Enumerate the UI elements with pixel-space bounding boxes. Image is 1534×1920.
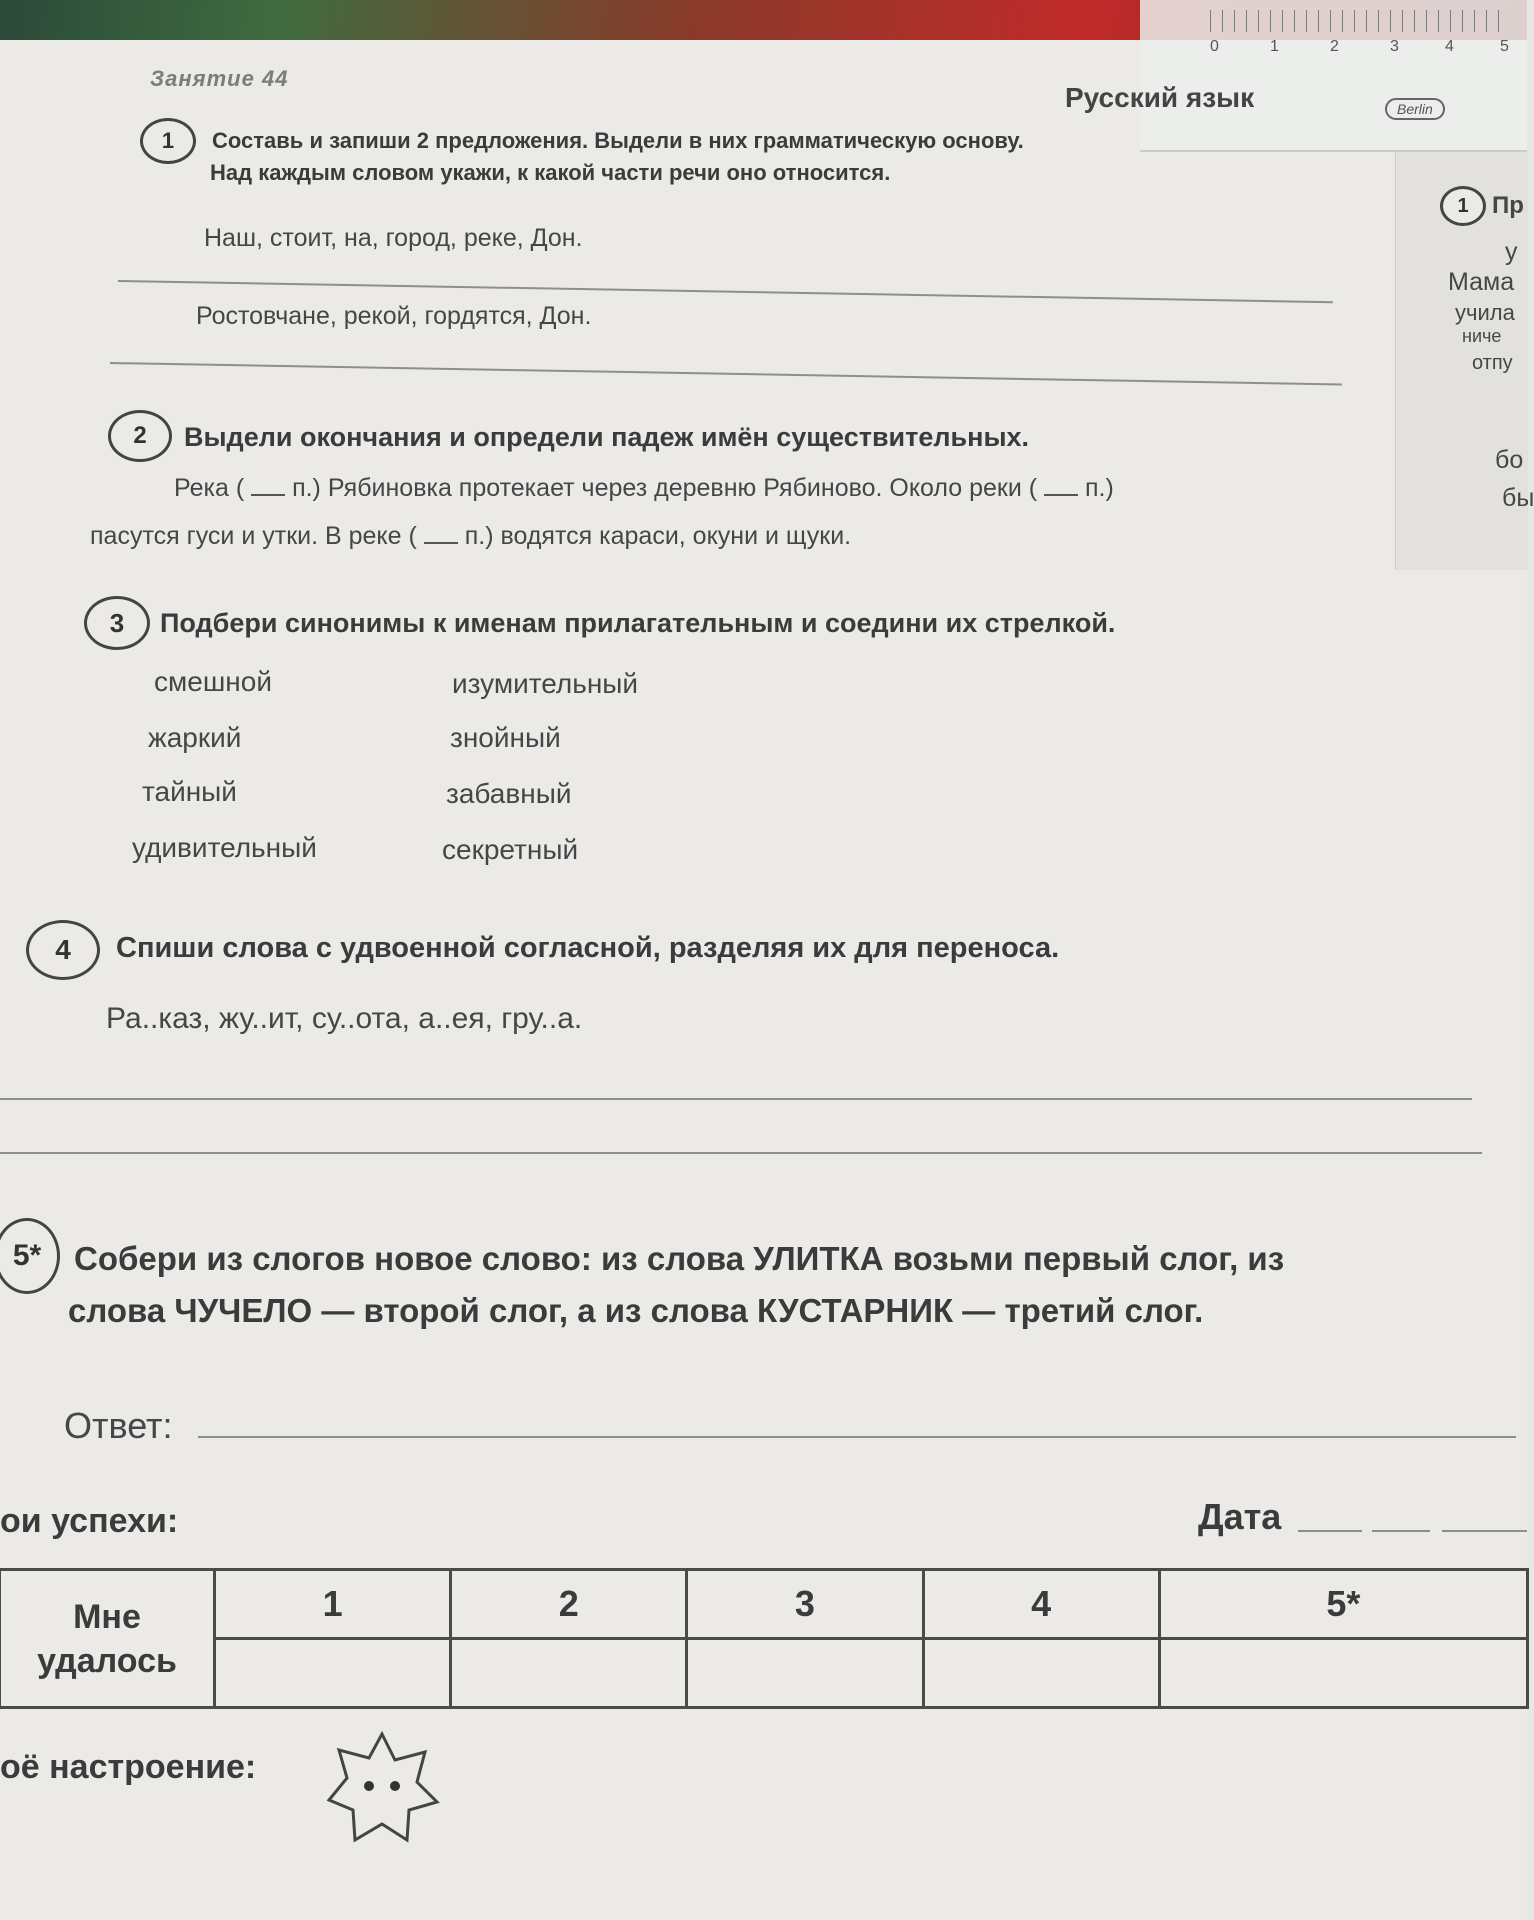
date-label: Дата [1198,1496,1282,1537]
date-day-field[interactable] [1298,1530,1362,1532]
side-text: Пр [1492,192,1524,219]
column-header: 3 [687,1570,923,1639]
progress-table [0,1568,1529,1709]
side-text: ниче [1462,326,1502,346]
adjective-left[interactable]: тайный [142,776,237,807]
task-2-text: п.) [1085,474,1114,502]
task-5-title: слова ЧУЧЕЛО — второй слог, а из слова КУСТАРНИК — третий слог. [68,1292,1204,1329]
task-number-icon: 5* [0,1218,60,1294]
side-text: Мама [1448,268,1515,296]
answer-line[interactable] [0,1152,1482,1154]
progress-title: ои успехи: [0,1502,179,1540]
subject-title: Русский язык [1065,82,1255,113]
ruler [1140,0,1527,152]
ruler-number: 3 [1390,38,1399,55]
adjective-right[interactable]: изумительный [452,668,639,699]
task-4-title: Спиши слова с удвоенной согласной, разделяя их для переноса. [116,932,1060,964]
date-year-field[interactable] [1442,1530,1527,1532]
date-month-field[interactable] [1372,1530,1430,1532]
adjective-left[interactable]: смешной [154,666,272,697]
table-row [0,1570,1528,1639]
adjective-right[interactable]: знойный [450,722,561,753]
task-2-title: Выдели окончания и определи падеж имён существительных. [184,422,1030,452]
ruler-number: 5 [1500,38,1509,55]
answer-label: Ответ: [64,1405,173,1446]
task-number-icon: 3 [84,596,150,650]
lesson-number: Занятие 44 [150,66,289,91]
task-2-text: пасутся гуси и утки. В реке ( [90,522,417,550]
adjective-left[interactable]: жаркий [148,722,242,753]
progress-cell[interactable] [215,1639,451,1708]
answer-line[interactable] [0,1098,1472,1100]
column-header: 1 [215,1570,451,1639]
ruler-number: 1 [1270,38,1279,55]
task-1-title: Составь и запиши 2 предложения. Выдели в них грамматическую основу. [212,128,1024,153]
task-2-text: п.) водятся караси, окуни и щуки. [464,522,852,550]
table-row [0,1639,1528,1708]
row-header-text: Мне [73,1597,141,1636]
task-1-title: Над каждым словом укажи, к какой части речи оно относится. [210,160,891,185]
side-text: у [1505,238,1518,266]
task-number-icon: 4 [26,920,100,980]
task-2-text: Река ( [174,474,245,502]
case-blank[interactable] [1044,476,1078,496]
progress-cell[interactable] [451,1639,687,1708]
task-3-title: Подбери синонимы к именам прилагательным и соедини их стрелкой. [160,608,1116,638]
side-text: отпу [1472,352,1513,374]
column-header: 5* [1159,1570,1527,1639]
task-1-words: Наш, стоит, на, город, реке, Дон. [204,224,583,252]
task-2-text: п.) Рябиновка протекает через деревню Рябиново. Около реки ( [292,474,1038,502]
flower-number-icon: 1 [1440,186,1486,226]
task-number-icon: 1 [140,118,196,164]
mood-label: оё настроение: [0,1748,257,1786]
mood-star-icon[interactable] [325,1730,440,1845]
brand-logo: Berlin [1385,98,1445,120]
progress-cell[interactable] [1159,1639,1527,1708]
side-text: бо [1495,446,1524,474]
ruler-number: 2 [1330,38,1339,55]
ruler-number: 4 [1445,38,1454,55]
ruler-ticks [1210,10,1510,32]
side-text: учила [1455,300,1515,325]
case-blank[interactable] [251,476,285,496]
task-number-icon: 2 [108,410,172,462]
column-header: 4 [923,1570,1159,1639]
row-header [0,1570,215,1708]
adjective-right[interactable]: секретный [442,834,579,865]
row-header-text: удалось [37,1641,177,1680]
task-4-words: Ра..каз, жу..ит, су..ота, а..ея, гру..а. [106,1002,583,1035]
progress-cell[interactable] [923,1639,1159,1708]
progress-cell[interactable] [687,1639,923,1708]
task-1-words: Ростовчане, рекой, гордятся, Дон. [196,302,592,330]
answer-line[interactable] [198,1436,1516,1438]
column-header: 2 [451,1570,687,1639]
case-blank[interactable] [424,524,458,544]
side-text: бы [1502,484,1534,512]
adjective-left[interactable]: удивительный [132,832,317,863]
task-5-title: Собери из слогов новое слово: из слова УЛИТКА возьми первый слог, из [74,1240,1285,1277]
ruler-number: 0 [1210,38,1219,55]
adjective-right[interactable]: забавный [446,778,572,809]
